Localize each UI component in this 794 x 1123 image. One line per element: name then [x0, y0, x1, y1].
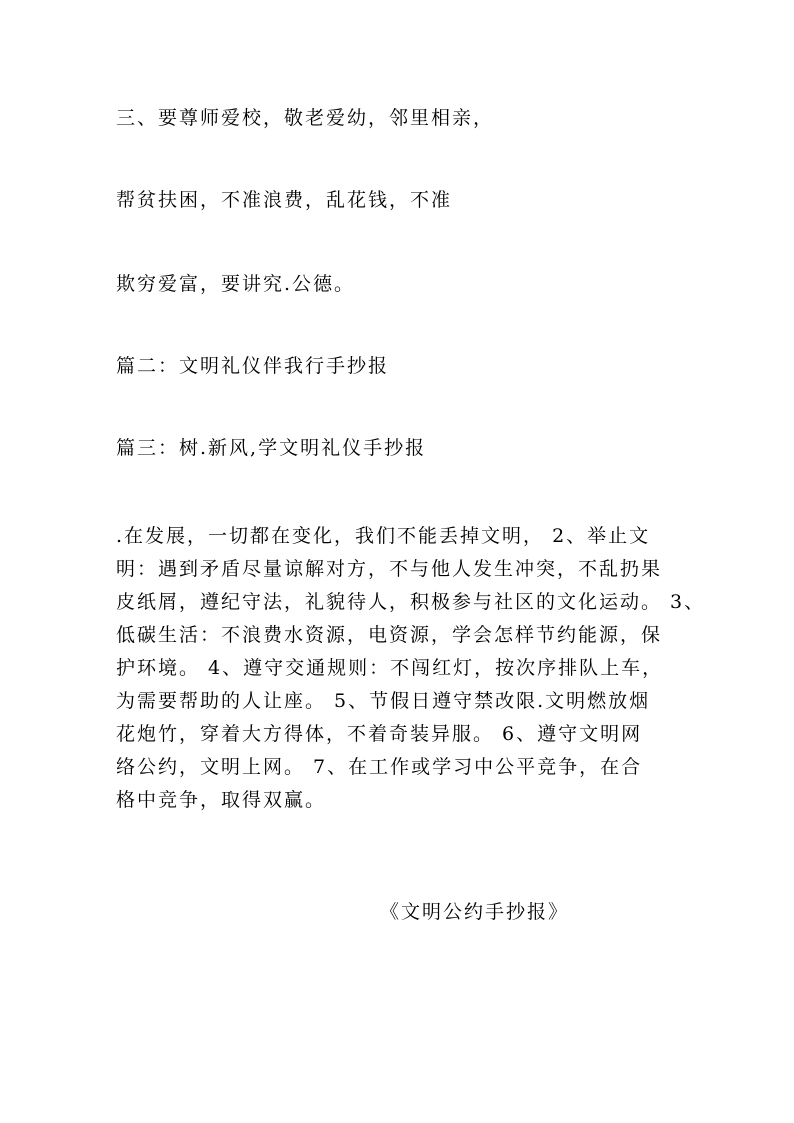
body-paragraph	[116, 520, 716, 817]
text-line-2: 帮贫扶困，不准浪费，乱花钱，不准	[116, 189, 453, 211]
paragraph-line-8: 络公约，文明上网。 7、在工作或学习中公平竞争，在合	[116, 756, 643, 778]
document-caption: 《文明公约手抄报》	[380, 901, 570, 923]
text-line-3: 欺穷爱富，要讲究.公德。	[116, 273, 356, 295]
paragraph-line-1: .在发展，一切都在变化，我们不能丢掉文明， 2、举止文	[116, 525, 651, 547]
paragraph-line-9: 格中竞争，取得双赢。	[116, 789, 327, 811]
paragraph-line-2: 明：遇到矛盾尽量谅解对方，不与他人发生冲突，不乱扔果	[116, 558, 663, 580]
text-line-1: 三、要尊师爱校，敬老爱幼，邻里相亲，	[116, 107, 495, 129]
paragraph-line-6: 为需要帮助的人让座。 5、节假日遵守禁改限.文明燃放烟	[116, 690, 651, 712]
section-heading-2: 篇二：文明礼仪伴我行手抄报	[116, 355, 390, 377]
paragraph-line-4: 低碳生活：不浪费水资源，电资源，学会怎样节约能源，保	[116, 624, 663, 646]
paragraph-line-3: 皮纸屑，遵纪守法，礼貌待人，积极参与社区的文化运动。 3、	[116, 591, 706, 613]
section-heading-3: 篇三：树.新风,学文明礼仪手抄报	[116, 437, 427, 459]
paragraph-line-5: 护环境。 4、遵守交通规则：不闯红灯，按次序排队上车，	[116, 657, 664, 679]
paragraph-line-7: 花炮竹，穿着大方得体，不着奇装异服。 6、遵守文明网	[116, 723, 643, 745]
